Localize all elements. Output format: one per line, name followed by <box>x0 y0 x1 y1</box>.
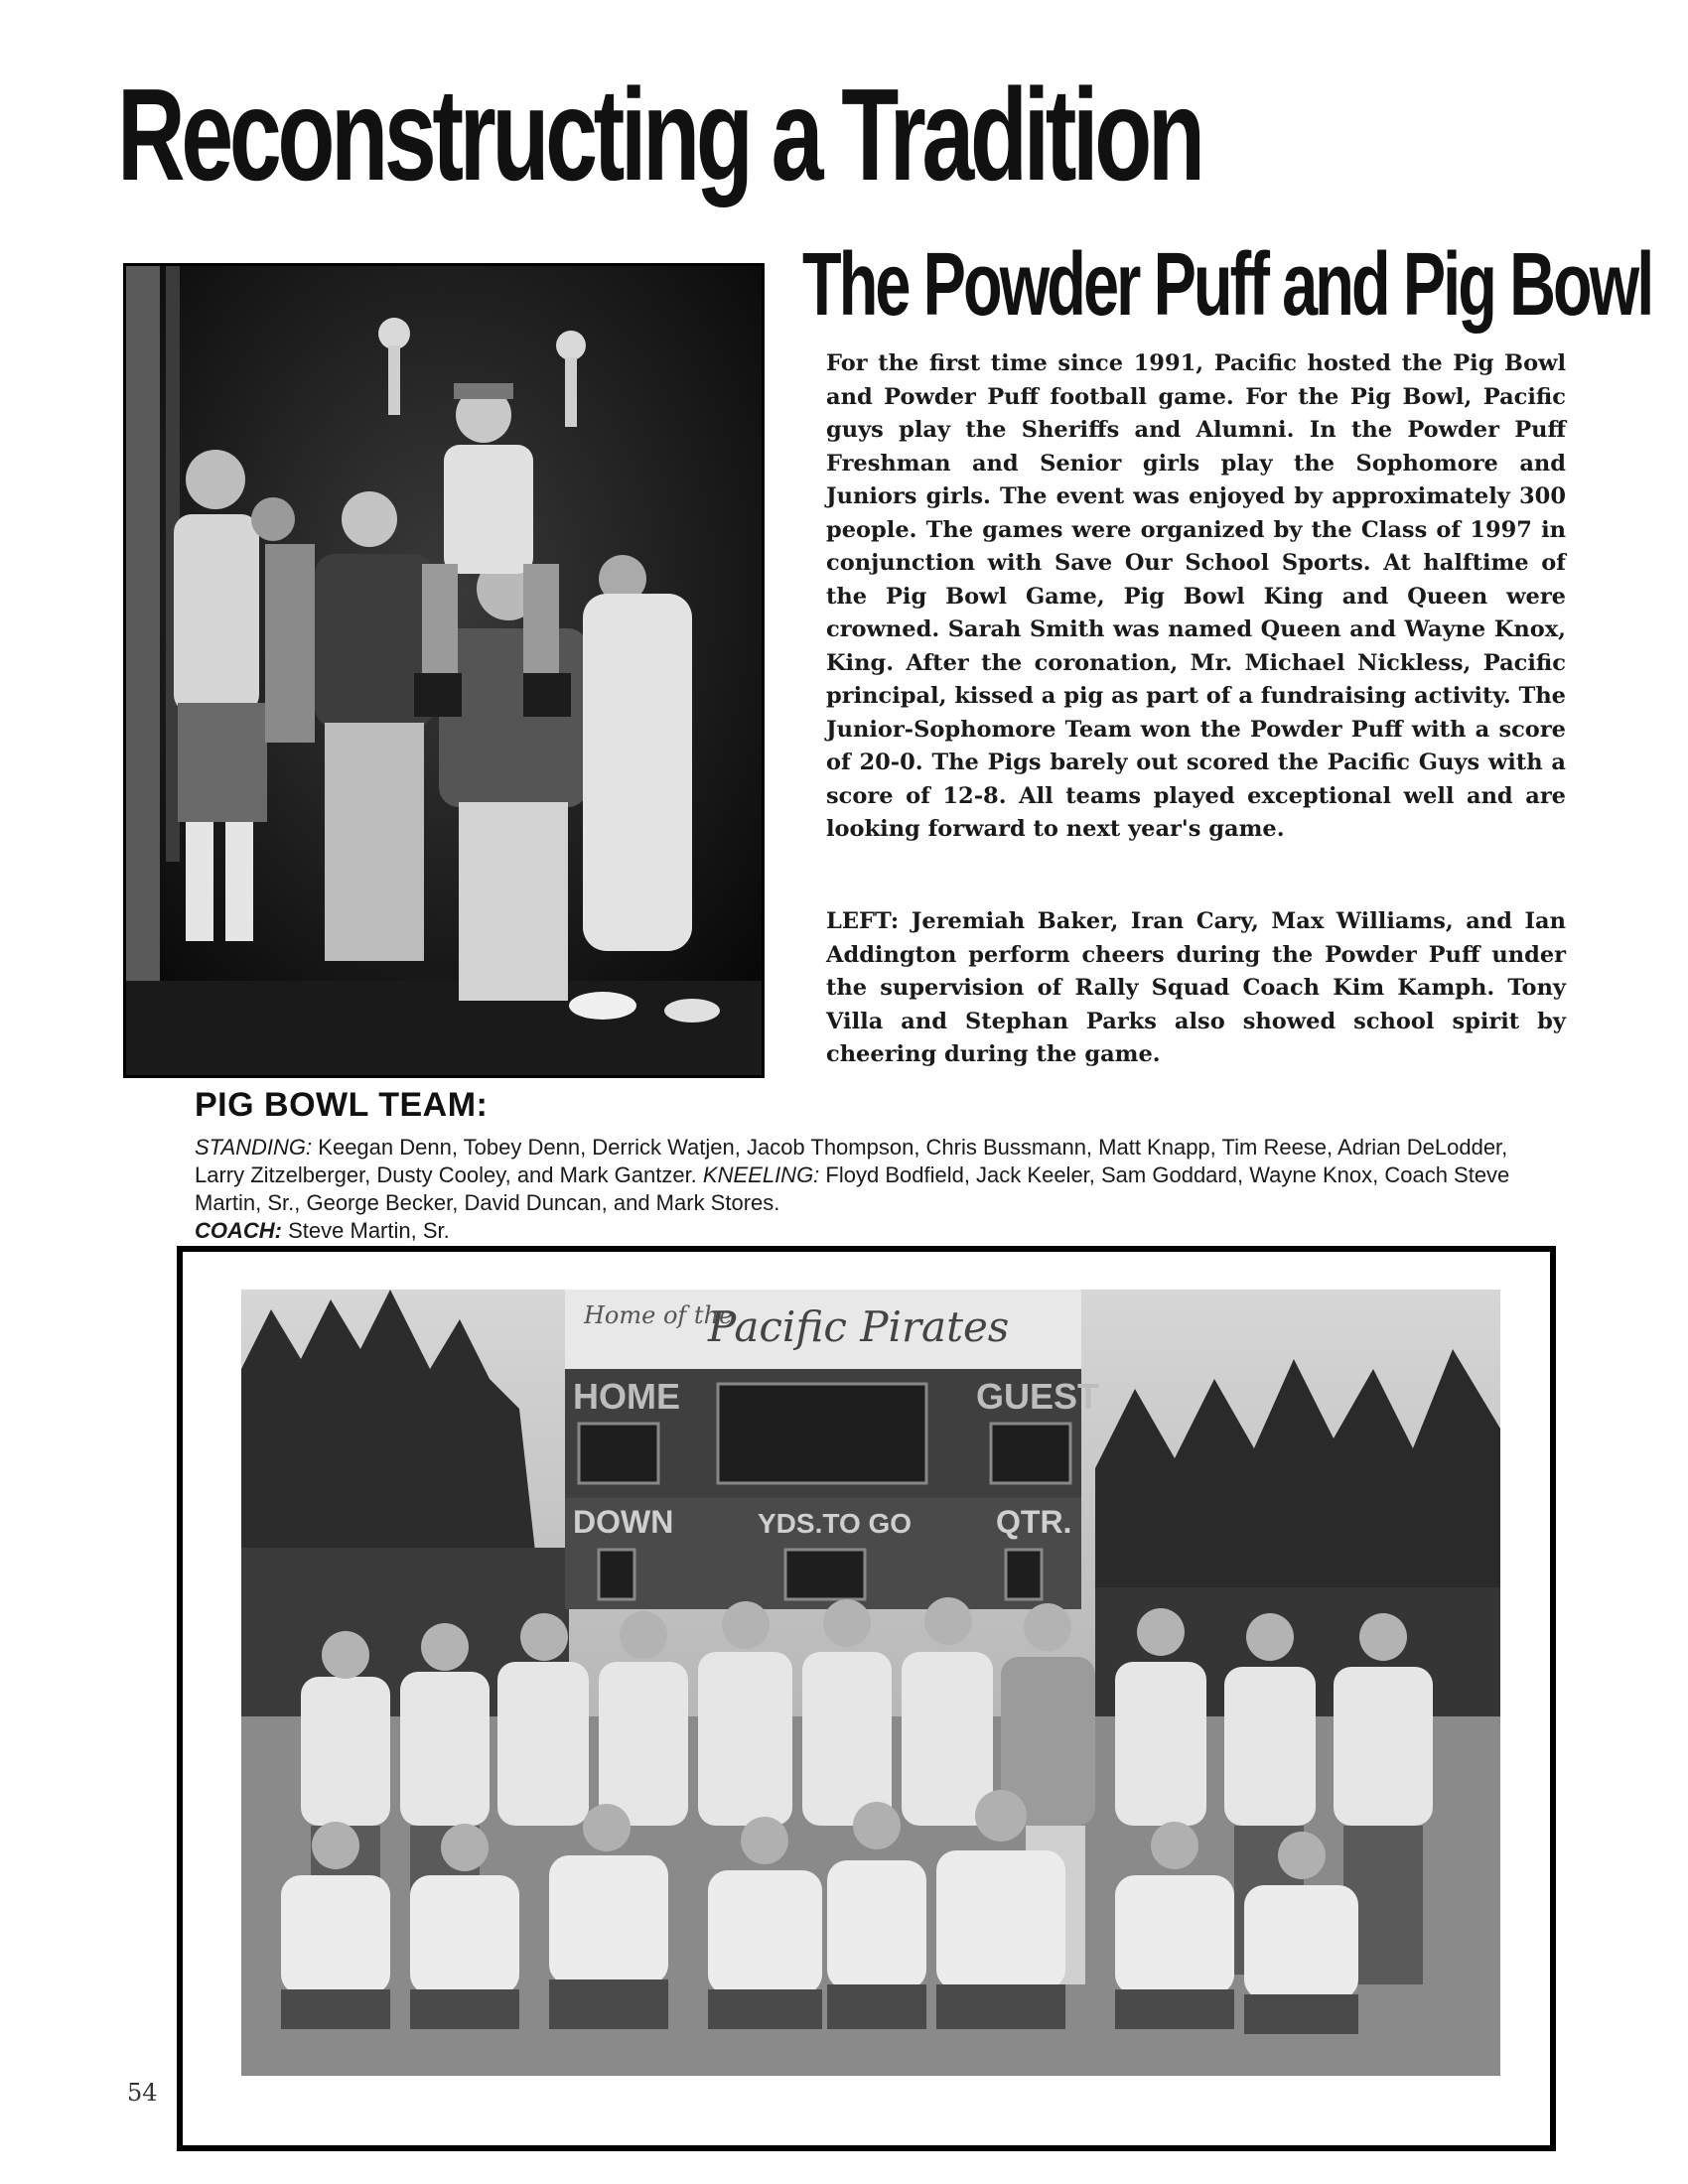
scoreboard-yds-label: YDS.TO GO <box>758 1508 913 1539</box>
scoreboard-down-label: DOWN <box>573 1504 674 1540</box>
scoreboard-home-label: HOME <box>573 1376 680 1417</box>
kneeling-label: KNEELING: <box>702 1162 820 1187</box>
standing-names: Keegan Denn, Tobey Denn, Derrick Watjen, Jacob Thompson, Chris Bussmann, Matt Knapp, Tim Reese, Adrian DeLodder, Larry Zitzelberger, Dusty Cooley, and Mark Gantzer. <box>195 1135 1508 1187</box>
left-photo-caption: LEFT: Jeremiah Baker, Iran Cary, Max Williams, and Ian Addington perform cheers during the Powder Puff under the supervision of Rally Squad Coach Kim Kamph. Tony Villa and Stephan Parks also showed school spirit by cheering during the game. <box>826 908 1566 1067</box>
coach-name: Steve Martin, Sr. <box>288 1218 450 1243</box>
team-roster <box>195 1134 1557 1245</box>
scoreboard-qtr-label: QTR. <box>996 1504 1072 1540</box>
scoreboard-guest-label: GUEST <box>976 1376 1100 1417</box>
page-subtitle: The Powder Puff and Pig Bowl <box>802 235 1652 335</box>
cheer-photo <box>123 263 765 1078</box>
page-title: Reconstructing a Tradition <box>117 62 1201 207</box>
team-photo-frame <box>177 1246 1556 2151</box>
scoreboard-home-of-text: Home of the <box>584 1301 734 1329</box>
team-photo <box>241 1290 1500 2076</box>
coach-label: COACH: <box>195 1218 282 1243</box>
scoreboard-script-text: Pacific Pirates <box>708 1302 1010 1351</box>
page-number: 54 <box>127 2079 158 2107</box>
kneeling-names: Floyd Bodfield, Jack Keeler, Sam Goddard, Wayne Knox, Coach Steve Martin, Sr., George Becker, David Duncan, and Mark Stores. <box>195 1162 1510 1215</box>
standing-label: STANDING: <box>195 1135 313 1160</box>
article-body: For the first time since 1991, Pacific hosted the Pig Bowl and Powder Puff football game. For the Pig Bowl, Pacific guys play the Sheriffs and Alumni. In the Powder Puff Freshman and Senior girls play the Sophomore and Juniors girls. The event was enjoyed by approximately 300 people. The games were organized by the Class of 1997 in conjunction with Save Our School Sports. At halftime of the Pig Bowl Game, Pig Bowl King and Queen were crowned. Sarah Smith was named Queen and Wayne Knox, King. After the coronation, Mr. Michael Nickless, Pacific principal, kissed a pig as part of a fundraising activity. The Junior-Sophomore Team won the Powder Puff with a score of 20-0. The Pigs barely out scored the Pacific Guys with a score of 12-8. All teams played exceptional well and are looking forward to next year's game. <box>826 350 1566 842</box>
team-heading: PIG BOWL TEAM: <box>195 1086 489 1124</box>
